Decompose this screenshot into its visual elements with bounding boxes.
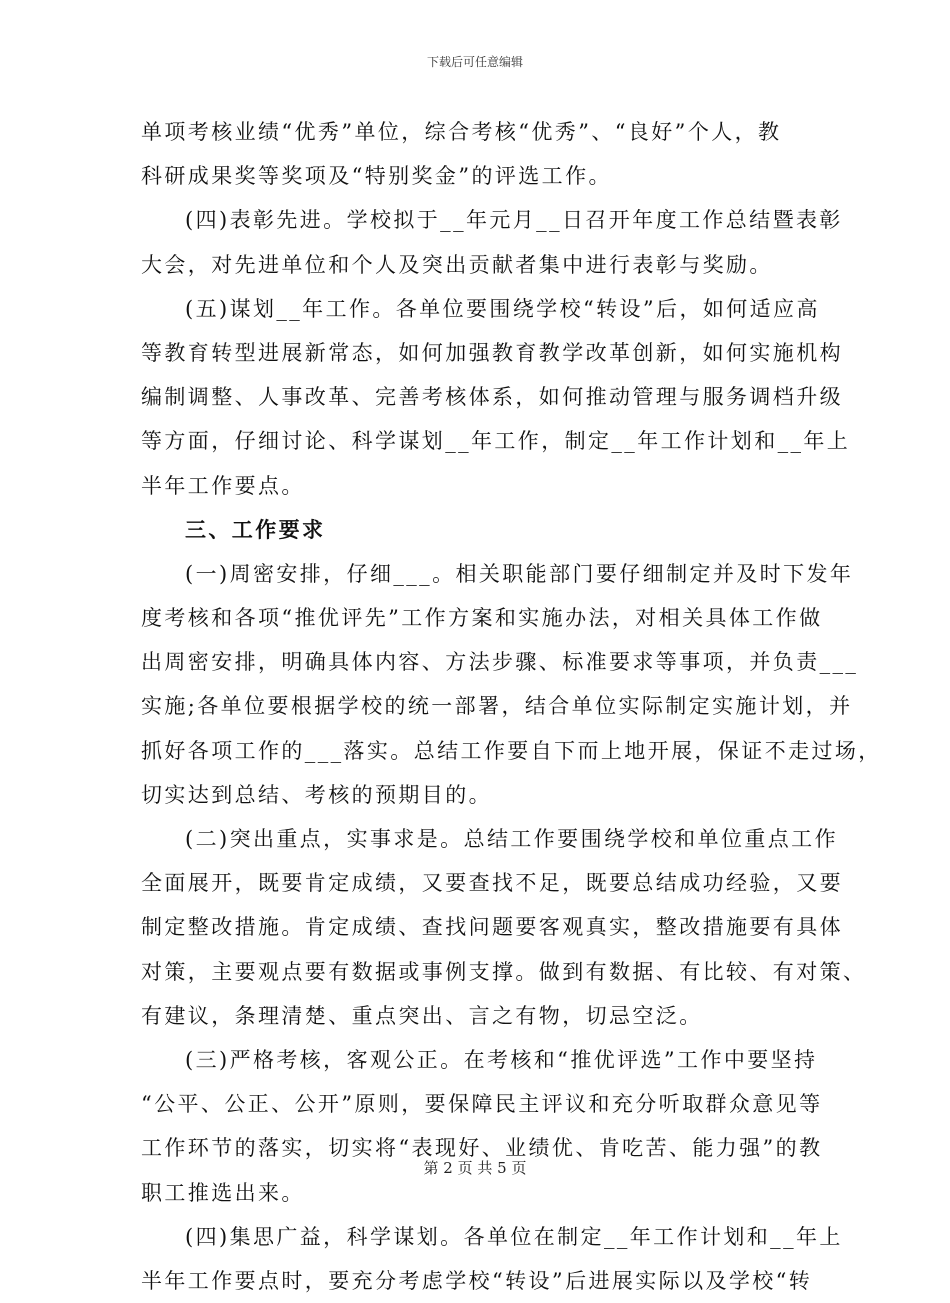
paragraph-start-line: (四)集思广益，科学谋划。各单位在制定__年工作计划和__年上: [185, 1224, 843, 1249]
text-line: 对策，主要观点要有数据或事例支撑。做到有数据、有比较、有对策、: [141, 959, 867, 984]
text-line: 制定整改措施。肯定成绩、查找问题要客观真实，整改措施要有具体: [141, 915, 843, 940]
text-line: 半年工作要点。: [141, 473, 305, 498]
text-line: 出周密安排，明确具体内容、方法步骤、标准要求等事项，并负责___: [141, 650, 859, 675]
page-number: 第 2 页 共 5 页: [423, 1159, 527, 1177]
text-line: 抓好各项工作的___落实。总结工作要自下而上地开展，保证不走过场，: [141, 738, 882, 763]
page-header: 下载后可任意编辑: [426, 55, 523, 69]
text-line: 单项考核业绩“优秀”单位，综合考核“优秀”、“良好”个人，教: [141, 120, 782, 144]
text-line: 等方面，仔细讨论、科学谋划__年工作，制定__年工作计划和__年上: [141, 429, 851, 454]
text-line: 半年工作要点时，要充分考虑学校“转设”后进展实际以及学校“转: [141, 1268, 813, 1293]
text-line: 有建议，条理清楚、重点突出、言之有物，切忌空泛。: [141, 1003, 703, 1028]
text-line: 科研成果奖等奖项及“特别奖金”的评选工作。: [141, 164, 612, 189]
text-line: 全面展开，既要肯定成绩，又要查找不足，既要总结成功经验，又要: [141, 871, 843, 896]
text-line: 大会，对先进单位和个人及突出贡献者集中进行表彰与奖励。: [141, 252, 773, 277]
document-body: [141, 110, 882, 1303]
paragraph-start-line: (二)突出重点，实事求是。总结工作要围绕学校和单位重点工作: [185, 827, 838, 851]
text-line: 度考核和各项“推优评先”工作方案和实施办法，对相关具体工作做: [141, 606, 823, 631]
text-line: 实施;各单位要根据学校的统一部署，结合单位实际制定实施计划，并: [141, 694, 853, 719]
paragraph-start-line: (五)谋划__年工作。各单位要围绕学校“转设”后，如何适应高: [185, 296, 820, 321]
text-line: 工作环节的落实，切实将“表现好、业绩优、肯吃苦、能力强”的教: [141, 1136, 823, 1161]
text-line: 等教育转型进展新常态，如何加强教育教学改革创新，如何实施机构: [141, 340, 843, 365]
paragraph-start-line: (一)周密安排，仔细___。相关职能部门要仔细制定并及时下发年: [185, 561, 854, 586]
text-line: “公平、公正、公开”原则，要保障民主评议和充分听取群众意见等: [141, 1092, 823, 1117]
paragraph-start-line: (三)严格考核，客观公正。在考核和“推优评选”工作中要坚持: [185, 1047, 818, 1072]
text-line: 职工推选出来。: [141, 1180, 305, 1205]
section-heading: 三、工作要求: [185, 516, 326, 542]
text-line: 切实达到总结、考核的预期目的。: [141, 782, 492, 807]
text-line: 编制调整、人事改革、完善考核体系，如何推动管理与服务调档升级: [141, 385, 843, 410]
paragraph-start-line: (四)表彰先进。学校拟于__年元月__日召开年度工作总结暨表彰: [185, 208, 843, 233]
